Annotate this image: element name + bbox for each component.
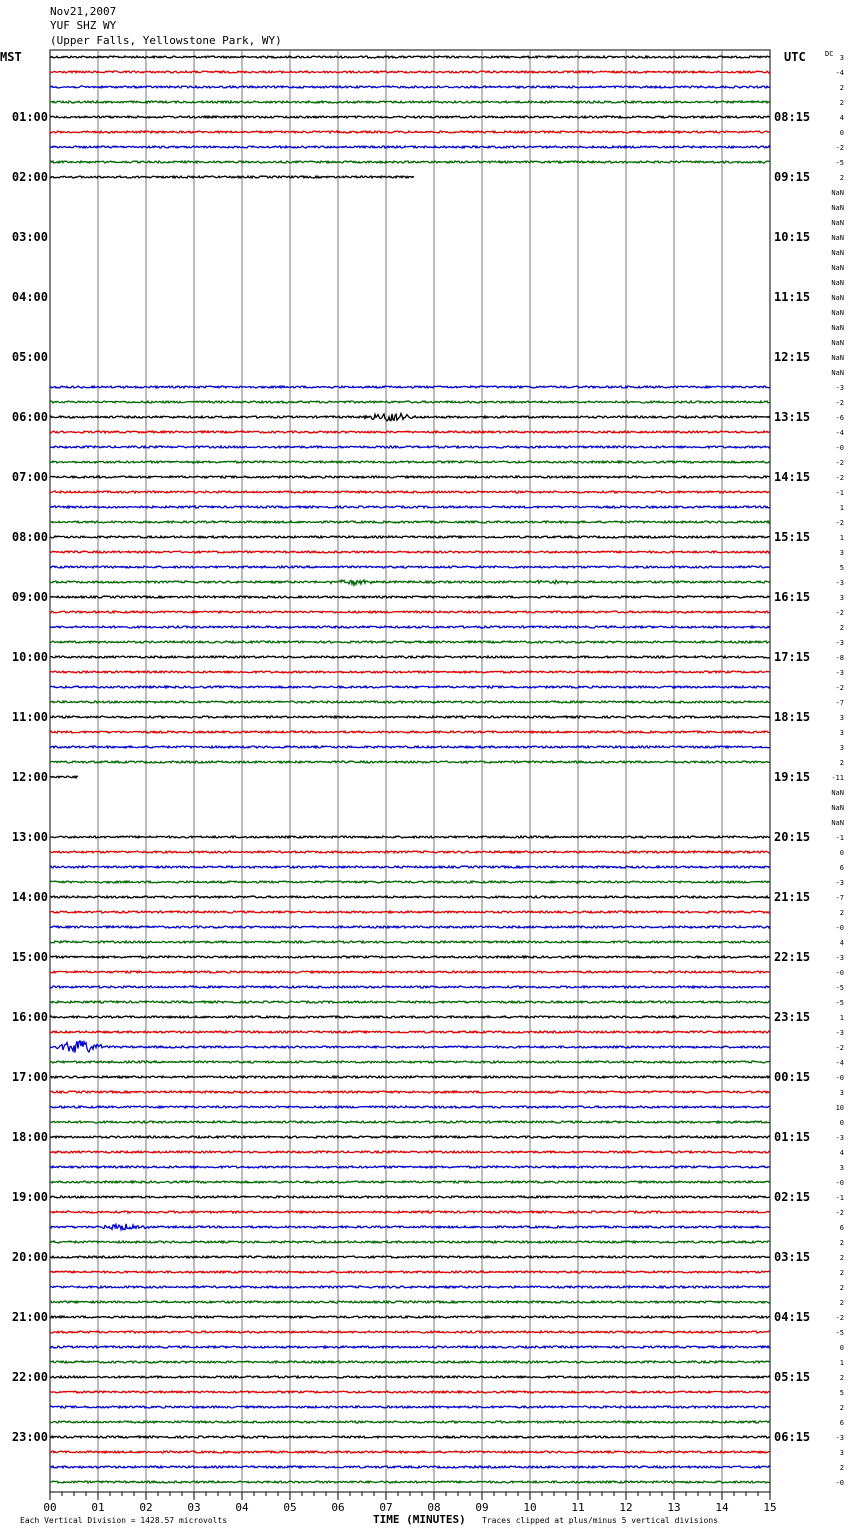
seismic-trace xyxy=(50,431,770,433)
mst-hour-label: 04:00 xyxy=(11,290,48,304)
dc-offset-value: 5 xyxy=(839,564,844,572)
mst-hour-label: 23:00 xyxy=(11,1430,48,1444)
dc-offset-value: 1 xyxy=(839,1014,844,1022)
seismic-trace xyxy=(50,146,770,148)
seismic-trace xyxy=(50,1346,770,1348)
seismic-trace xyxy=(50,866,770,868)
dc-offset-value: 0 xyxy=(839,849,844,857)
dc-offset-value: 2 xyxy=(839,1404,844,1412)
station-code: YUF SHZ WY xyxy=(50,19,117,32)
mst-hour-label: 17:00 xyxy=(11,1070,48,1084)
dc-offset-value: -2 xyxy=(835,609,844,617)
seismic-trace xyxy=(50,1481,770,1483)
dc-offset-value: -11 xyxy=(831,774,844,782)
mst-hour-label: 12:00 xyxy=(11,770,48,784)
dc-offset-value: 2 xyxy=(839,99,844,107)
mst-hour-label: 05:00 xyxy=(11,350,48,364)
seismic-trace xyxy=(50,551,770,553)
seismic-trace xyxy=(50,476,770,478)
mst-hour-label: 14:00 xyxy=(11,890,48,904)
dc-offset-value: -7 xyxy=(835,894,844,902)
dc-offset-value: NaN xyxy=(831,804,844,812)
dc-offset-value: -7 xyxy=(835,699,844,707)
dc-offset-value: 2 xyxy=(839,1299,844,1307)
seismic-trace xyxy=(50,881,770,883)
dc-offset-value: -3 xyxy=(835,384,844,392)
utc-hour-label: 22:15 xyxy=(774,950,811,964)
seismic-trace xyxy=(50,1031,770,1033)
seismic-trace xyxy=(50,1211,770,1213)
label-layer xyxy=(0,50,844,1526)
seismic-trace xyxy=(50,926,770,928)
mst-hour-label: 07:00 xyxy=(11,470,48,484)
utc-hour-label: 12:15 xyxy=(774,350,811,364)
dc-offset-value: NaN xyxy=(831,819,844,827)
seismic-trace xyxy=(50,731,770,733)
seismic-trace xyxy=(50,611,770,613)
dc-offset-value: 0 xyxy=(839,1344,844,1352)
utc-hour-label: 23:15 xyxy=(774,1010,811,1024)
dc-offset-value: -2 xyxy=(835,1209,844,1217)
seismic-trace xyxy=(50,1361,770,1363)
utc-hour-label: 19:15 xyxy=(774,770,811,784)
seismic-trace xyxy=(50,401,770,403)
seismic-trace xyxy=(50,941,770,943)
dc-offset-value: -4 xyxy=(835,429,844,437)
dc-offset-value: 1 xyxy=(839,1359,844,1367)
seismic-trace xyxy=(50,896,770,898)
dc-offset-value: -3 xyxy=(835,879,844,887)
x-tick-label: 05 xyxy=(283,1501,297,1514)
utc-hour-label: 13:15 xyxy=(774,410,811,424)
mst-hour-label: 11:00 xyxy=(11,710,48,724)
x-tick-label: 02 xyxy=(139,1501,153,1514)
dc-offset-value: -3 xyxy=(835,669,844,677)
seismic-trace xyxy=(50,1316,770,1318)
seismic-trace xyxy=(50,101,770,103)
grid-lines xyxy=(50,50,770,1500)
seismic-trace xyxy=(50,446,770,448)
dc-offset-value: -0 xyxy=(835,1074,844,1082)
dc-offset-value: -2 xyxy=(835,144,844,152)
dc-offset-value: NaN xyxy=(831,309,844,317)
seismic-trace xyxy=(50,1061,770,1063)
utc-hour-label: 10:15 xyxy=(774,230,811,244)
dc-offset-value: 3 xyxy=(839,1164,844,1172)
dc-offset-value: 4 xyxy=(839,1149,844,1157)
dc-offset-value: -1 xyxy=(835,1194,844,1202)
utc-hour-label: 09:15 xyxy=(774,170,811,184)
seismic-trace xyxy=(50,1091,770,1093)
seismic-trace xyxy=(50,461,770,463)
seismic-trace xyxy=(50,1001,770,1003)
x-tick-label: 07 xyxy=(379,1501,393,1514)
utc-hour-label: 20:15 xyxy=(774,830,811,844)
seismic-trace xyxy=(50,56,770,58)
seismic-trace xyxy=(50,1151,770,1153)
utc-hour-label: 04:15 xyxy=(774,1310,811,1324)
dc-offset-value: 3 xyxy=(839,1089,844,1097)
dc-offset-value: -2 xyxy=(835,1044,844,1052)
utc-hour-label: 18:15 xyxy=(774,710,811,724)
dc-offset-value: 2 xyxy=(839,1254,844,1262)
seismic-trace xyxy=(50,971,770,973)
seismic-trace xyxy=(50,1436,770,1438)
dc-offset-value: 2 xyxy=(839,84,844,92)
seismic-trace xyxy=(50,1391,770,1393)
dc-offset-value: -4 xyxy=(835,69,844,77)
dc-offset-value: 2 xyxy=(839,1374,844,1382)
seismic-trace xyxy=(50,1406,770,1408)
seismic-trace xyxy=(50,1451,770,1453)
dc-offset-value: 0 xyxy=(839,1119,844,1127)
utc-hour-label: 05:15 xyxy=(774,1370,811,1384)
seismic-trace xyxy=(50,686,770,688)
dc-offset-value: -0 xyxy=(835,969,844,977)
seismic-trace xyxy=(50,1041,770,1053)
mst-hour-label: 16:00 xyxy=(11,1010,48,1024)
x-tick-label: 03 xyxy=(187,1501,201,1514)
dc-offset-value: -6 xyxy=(835,414,844,422)
mst-axis-label: MST xyxy=(0,50,22,64)
seismic-trace xyxy=(50,716,770,718)
dc-offset-value: -3 xyxy=(835,1434,844,1442)
seismic-trace xyxy=(50,1286,770,1288)
dc-offset-value: -5 xyxy=(835,1329,844,1337)
chart-date: Nov21,2007 xyxy=(50,5,117,18)
utc-hour-label: 16:15 xyxy=(774,590,811,604)
x-tick-label: 15 xyxy=(763,1501,777,1514)
utc-hour-label: 00:15 xyxy=(774,1070,811,1084)
dc-offset-value: -3 xyxy=(835,639,844,647)
seismic-trace xyxy=(50,746,770,748)
dc-offset-value: 4 xyxy=(839,939,844,947)
mst-hour-label: 19:00 xyxy=(11,1190,48,1204)
clipping-note: Traces clipped at plus/minus 5 vertical divisions xyxy=(482,1516,719,1525)
mst-hour-label: 21:00 xyxy=(11,1310,48,1324)
utc-hour-label: 21:15 xyxy=(774,890,811,904)
dc-offset-value: -2 xyxy=(835,459,844,467)
seismic-trace xyxy=(50,1121,770,1123)
seismic-trace xyxy=(50,1166,770,1168)
dc-offset-value: -8 xyxy=(835,654,844,662)
x-tick-label: 08 xyxy=(427,1501,441,1514)
seismic-trace xyxy=(50,506,770,508)
seismic-trace xyxy=(50,1301,770,1303)
utc-hour-label: 06:15 xyxy=(774,1430,811,1444)
dc-offset-value: -5 xyxy=(835,999,844,1007)
dc-offset-value: 2 xyxy=(839,759,844,767)
mst-hour-label: 02:00 xyxy=(11,170,48,184)
dc-offset-value: 1 xyxy=(839,534,844,542)
seismic-trace xyxy=(50,1224,770,1230)
dc-offset-value: -1 xyxy=(835,834,844,842)
dc-offset-value: NaN xyxy=(831,264,844,272)
seismic-trace xyxy=(50,641,770,643)
dc-offset-value: -3 xyxy=(835,1134,844,1142)
seismic-trace xyxy=(50,956,770,958)
utc-hour-label: 08:15 xyxy=(774,110,811,124)
dc-offset-value: 4 xyxy=(839,114,844,122)
seismic-trace xyxy=(50,1331,770,1333)
dc-offset-value: 0 xyxy=(839,129,844,137)
mst-hour-label: 22:00 xyxy=(11,1370,48,1384)
seismic-trace xyxy=(50,566,770,568)
dc-offset-value: 10 xyxy=(835,1104,844,1112)
seismic-trace xyxy=(50,836,770,838)
dc-offset-value: 6 xyxy=(839,864,844,872)
dc-offset-value: 3 xyxy=(839,54,844,62)
dc-offset-value: -4 xyxy=(835,1059,844,1067)
seismic-trace xyxy=(50,1271,770,1273)
mst-hour-label: 13:00 xyxy=(11,830,48,844)
dc-offset-value: -2 xyxy=(835,399,844,407)
seismic-trace xyxy=(50,1181,770,1183)
dc-offset-value: -3 xyxy=(835,1029,844,1037)
dc-offset-value: 2 xyxy=(839,624,844,632)
seismic-trace xyxy=(50,1421,770,1423)
seismic-trace xyxy=(50,414,770,421)
station-location: (Upper Falls, Yellowstone Park, WY) xyxy=(50,34,282,47)
dc-offset-value: NaN xyxy=(831,219,844,227)
seismic-trace xyxy=(50,761,770,763)
dc-offset-value: 3 xyxy=(839,744,844,752)
dc-offset-value: NaN xyxy=(831,324,844,332)
dc-offset-value: NaN xyxy=(831,294,844,302)
dc-offset-value: NaN xyxy=(831,789,844,797)
dc-offset-value: 3 xyxy=(839,714,844,722)
dc-offset-value: 2 xyxy=(839,174,844,182)
utc-axis-label: UTC xyxy=(784,50,806,64)
dc-offset-value: 6 xyxy=(839,1224,844,1232)
seismic-trace xyxy=(50,1376,770,1378)
dc-offset-value: 6 xyxy=(839,1419,844,1427)
utc-hour-label: 01:15 xyxy=(774,1130,811,1144)
mst-hour-label: 08:00 xyxy=(11,530,48,544)
x-tick-label: 11 xyxy=(571,1501,585,1514)
trace-layer xyxy=(50,56,770,1483)
dc-offset-value: 2 xyxy=(839,909,844,917)
seismic-trace xyxy=(50,596,770,598)
seismic-trace xyxy=(50,86,770,88)
seismic-trace xyxy=(50,161,770,163)
dc-offset-value: -1 xyxy=(835,489,844,497)
dc-offset-value: NaN xyxy=(831,369,844,377)
seismic-trace xyxy=(50,176,414,178)
dc-offset-value: 2 xyxy=(839,1464,844,1472)
dc-offset-value: 3 xyxy=(839,549,844,557)
utc-hour-label: 17:15 xyxy=(774,650,811,664)
seismic-trace xyxy=(50,776,78,778)
utc-hour-label: 02:15 xyxy=(774,1190,811,1204)
mst-hour-label: 09:00 xyxy=(11,590,48,604)
dc-offset-value: -0 xyxy=(835,444,844,452)
dc-offset-value: -2 xyxy=(835,519,844,527)
seismic-trace xyxy=(50,580,770,585)
dc-offset-value: 3 xyxy=(839,594,844,602)
seismic-trace xyxy=(50,1196,770,1198)
x-tick-label: 09 xyxy=(475,1501,489,1514)
dc-offset-value: -5 xyxy=(835,159,844,167)
dc-offset-value: -2 xyxy=(835,474,844,482)
dc-offset-value: 3 xyxy=(839,1449,844,1457)
dc-offset-value: NaN xyxy=(831,204,844,212)
dc-offset-value: NaN xyxy=(831,189,844,197)
seismic-trace xyxy=(50,71,770,73)
dc-offset-value: NaN xyxy=(831,339,844,347)
dc-label: DC xyxy=(825,50,834,58)
x-tick-label: 00 xyxy=(43,1501,57,1514)
utc-hour-label: 14:15 xyxy=(774,470,811,484)
mst-hour-label: 03:00 xyxy=(11,230,48,244)
mst-hour-label: 01:00 xyxy=(11,110,48,124)
seismic-trace xyxy=(50,656,770,658)
vertical-division-note: Each Vertical Division = 1428.57 microvolts xyxy=(20,1516,228,1525)
seismic-trace xyxy=(50,671,770,673)
dc-offset-value: NaN xyxy=(831,354,844,362)
mst-hour-label: 10:00 xyxy=(11,650,48,664)
x-tick-label: 13 xyxy=(667,1501,681,1514)
seismic-trace xyxy=(50,131,770,133)
dc-offset-value: 1 xyxy=(839,504,844,512)
dc-offset-value: -2 xyxy=(835,684,844,692)
utc-hour-label: 03:15 xyxy=(774,1250,811,1264)
seismic-trace xyxy=(50,1136,770,1138)
seismic-trace xyxy=(50,1106,770,1108)
x-tick-label: 14 xyxy=(715,1501,729,1514)
utc-hour-label: 15:15 xyxy=(774,530,811,544)
seismic-trace xyxy=(50,626,770,628)
seismic-trace xyxy=(50,1256,770,1258)
mst-hour-label: 06:00 xyxy=(11,410,48,424)
x-axis-label: TIME (MINUTES) xyxy=(373,1513,466,1526)
dc-offset-value: -0 xyxy=(835,1479,844,1487)
mst-hour-label: 18:00 xyxy=(11,1130,48,1144)
seismic-trace xyxy=(50,536,770,538)
x-tick-label: 10 xyxy=(523,1501,537,1514)
dc-offset-value: NaN xyxy=(831,234,844,242)
seismic-trace xyxy=(50,1241,770,1243)
utc-hour-label: 11:15 xyxy=(774,290,811,304)
dc-offset-value: -0 xyxy=(835,1179,844,1187)
seismic-trace xyxy=(50,116,770,118)
seismic-trace xyxy=(50,1076,770,1078)
dc-offset-value: -2 xyxy=(835,1314,844,1322)
x-tick-label: 01 xyxy=(91,1501,105,1514)
plot-frame xyxy=(50,50,770,1492)
seismic-trace xyxy=(50,911,770,913)
mst-hour-label: 15:00 xyxy=(11,950,48,964)
mst-hour-label: 20:00 xyxy=(11,1250,48,1264)
dc-offset-value: -3 xyxy=(835,579,844,587)
seismic-trace xyxy=(50,986,770,988)
dc-offset-value: 2 xyxy=(839,1239,844,1247)
dc-offset-value: -5 xyxy=(835,984,844,992)
seismic-trace xyxy=(50,1016,770,1018)
x-tick-label: 04 xyxy=(235,1501,249,1514)
dc-offset-value: NaN xyxy=(831,249,844,257)
seismic-trace xyxy=(50,491,770,493)
seismic-trace xyxy=(50,386,770,388)
dc-offset-value: 5 xyxy=(839,1389,844,1397)
seismic-trace xyxy=(50,1466,770,1468)
dc-offset-value: 3 xyxy=(839,729,844,737)
dc-offset-value: -0 xyxy=(835,924,844,932)
dc-offset-value: 2 xyxy=(839,1269,844,1277)
seismic-trace xyxy=(50,851,770,853)
dc-offset-value: NaN xyxy=(831,279,844,287)
dc-offset-value: 2 xyxy=(839,1284,844,1292)
dc-offset-value: -3 xyxy=(835,954,844,962)
x-tick-label: 06 xyxy=(331,1501,345,1514)
x-tick-label: 12 xyxy=(619,1501,633,1514)
seismic-trace xyxy=(50,521,770,523)
seismic-trace xyxy=(50,701,770,703)
